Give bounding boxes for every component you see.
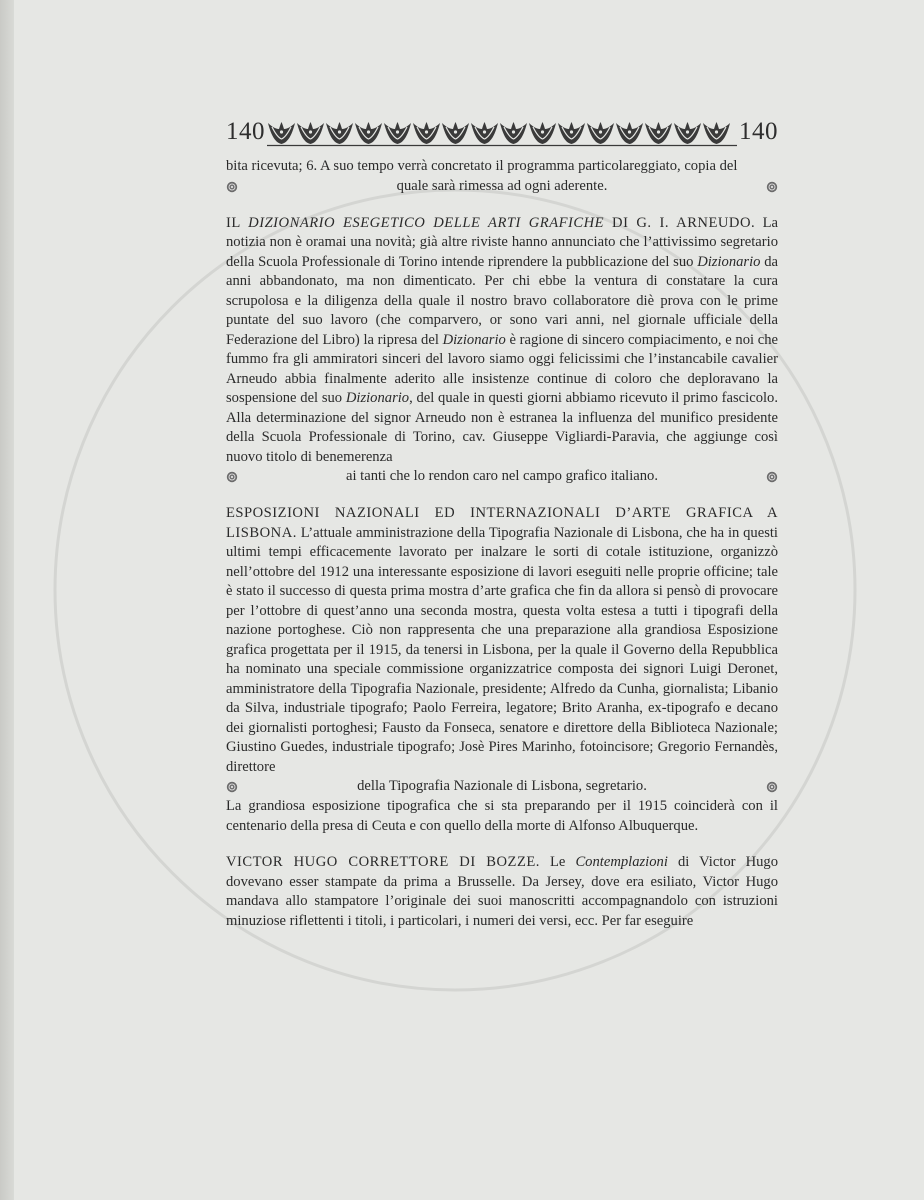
paragraph-end-line [226, 777, 778, 797]
ornament-border [267, 117, 737, 147]
article-text: di Victor Hugo dovevano esser stampate da prima a Brusselle. Da Jersey, dove era esiliato, Victor Hugo mandava allo stampatore l’originale dei suoi manoscritti accompagnandolo con istruzioni minuziose riflettenti i titoli, i particolari, i numeri dei versi, ecc. Per far eseguire [226, 854, 778, 929]
rosette-ornament-icon [226, 471, 238, 483]
page-number-right: 140 [739, 118, 778, 145]
page-number-left: 140 [226, 118, 265, 145]
paragraph-end-text: della Tipografia Nazionale di Lisbona, segretario. [357, 778, 647, 795]
article-heading-a: IL [226, 214, 249, 231]
article-italic: Dizionario [697, 253, 761, 270]
paragraph-continuation: bita ricevuta; 6. A suo tempo verrà concretato il programma particolareggiato, copia del [226, 158, 738, 174]
article-heading-b: DI G. I. ARNEUDO. [604, 214, 756, 231]
article-heading-italic: DIZIONARIO ESEGETICO DELLE ARTI GRAFICHE [248, 214, 605, 231]
article-italic: Dizionario [345, 390, 410, 406]
article-lisbona-addendum: La grandiosa esposizione tipografica che si sta preparando per il 1915 coinciderà con il centenario della presa di Ceuta e con quello della morte di Alfonso Albuquerque. [226, 798, 778, 834]
article-heading: ESPOSIZIONI NAZIONALI ED INTERNAZIONALI D’ARTE GRAFICA A LISBONA. [226, 505, 778, 541]
article-text: Le [539, 854, 576, 870]
paragraph-end-text: quale sarà rimessa ad ogni aderente. [396, 177, 608, 194]
rosette-ornament-icon [766, 781, 778, 793]
paragraph-end-line [226, 177, 778, 197]
article-victor-hugo [226, 853, 778, 931]
rosette-ornament-icon [766, 471, 778, 483]
article-italic: Contemplazioni [575, 854, 668, 870]
article-text: L’attuale amministrazione della Tipografia Nazionale di Lisbona, che ha in questi ultimi tempi efficacemente lavorato per inalzare le sorti di cotale istituzione, organizzò nell’ottobre del 1912 una interessante esposizione di lavori eseguiti nelle proprie officine; tale è stato il successo di questa prima mostra d’arte grafica che fin da allora si pensò di provocare per l’ottobre di quest’anno una seconda mostra, questa volta estesa a tutti i tipografi della nazione portoghese. Ciò non rappresenta che una preparazione alla grandiosa Esposizione grafica progettata per il 1915, da tenersi in Lisbona, per la quale il Governo della Repubblica ha nominato una speciale commissione organizzatrice composta dei signori Luigi Deronet, amministratore della Tipografia Nazionale, presidente; Alfredo da Cunha, giornalista; Libanio da Silva, industriale tipografo; Paolo Ferreira, legatore; Brito Aranha, ex-tipografo e decano dei giornalisti portoghesi; Fausto da Fonseca, senatore e direttore della Biblioteca Nazionale; Giustino Guedes, industriale tipografo; Josè Pires Marinho, fotoincisore; Gregorio Fernandès, direttore [226, 524, 778, 775]
page-edge-shadow [0, 0, 14, 1200]
article-italic: Dizionario [442, 331, 506, 348]
paragraph-end-text: ai tanti che lo rendon caro nel campo grafico italiano. [345, 468, 658, 485]
rosette-ornament-icon [226, 181, 238, 193]
article-column [226, 157, 778, 931]
paragraph-end-line [226, 467, 778, 487]
article-text: , del quale in questi giorni abbiamo ricevuto il primo fascicolo. Alla determinazione del signor Arneudo non è estranea la influenza del munifico presidente della Scuola Professionale di Torino, cav. Giuseppe Vigliardi-Paravia, che aggiunge così nuovo titolo di benemerenza [226, 390, 778, 465]
rosette-ornament-icon [766, 181, 778, 193]
rosette-ornament-icon [226, 781, 238, 793]
article-text: da anni abbandonato, ma non dimenticato. Per chi ebbe la ventura di constatare la cura scrupolosa e la diligenza della quale il nostro bravo collaboratore diè prova con le prime puntate del suo lavoro (che comparvero, or sono vari anni, nel giornale ufficiale della Federazione del Libro) la ripresa del [226, 253, 778, 348]
article-text: La notizia non è oramai una novità; già altre riviste hanno annunciato che l’attivissimo segretario della Scuola Professionale di Torino intende riprendere la pubblicazione del suo [226, 214, 778, 270]
article-lisbona [226, 504, 778, 777]
section-spacer [226, 836, 778, 853]
article-dizionario [226, 214, 778, 468]
page-header [226, 114, 778, 150]
article-text: è ragione di sincero compiacimento, e noi che fummo fra gli ammiratori sinceri del lavoro siamo oggi felicissimi che l’instancabile cavalier Arneudo abbia finalmente aderito alle insistenze continue di coloro che deploravano la sospensione del suo [226, 331, 778, 406]
article-heading: VICTOR HUGO CORRETTORE DI BOZZE. [226, 854, 540, 870]
